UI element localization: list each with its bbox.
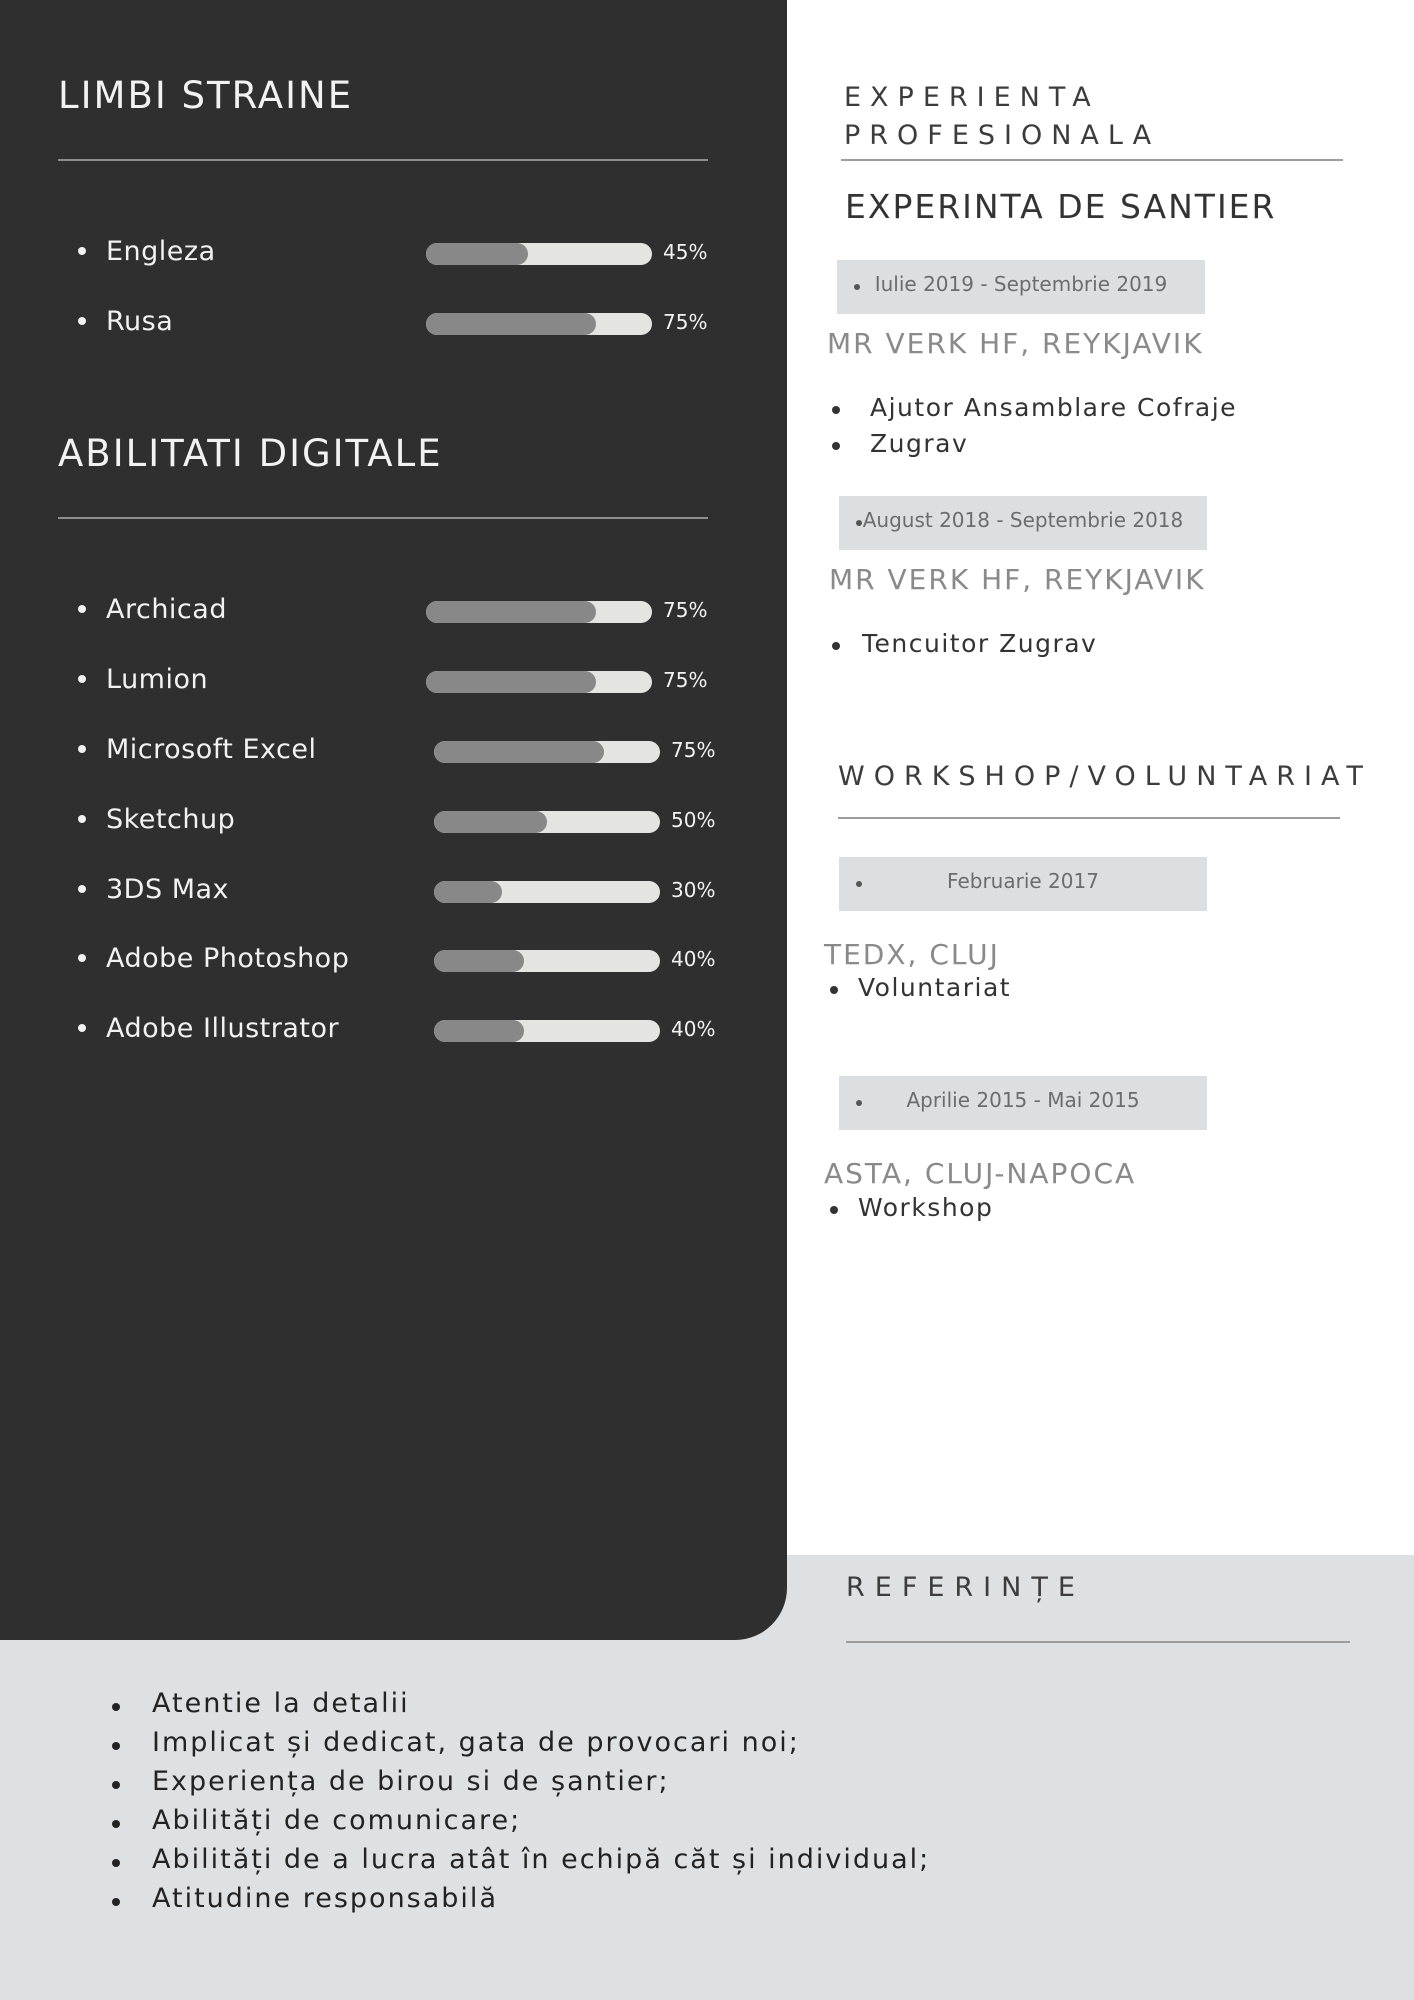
skill-percent: 50% <box>671 808 716 832</box>
digital-skills-title: ABILITATI DIGITALE <box>58 432 443 475</box>
bullet-icon <box>832 442 840 450</box>
experience-title-line1: EXPERIENTA <box>844 82 1100 113</box>
bullet-icon <box>112 1898 120 1906</box>
workshop-divider <box>838 817 1340 819</box>
experience-title-line2: PROFESIONALA <box>844 120 1161 151</box>
bullet-icon <box>112 1781 120 1789</box>
skill-bar <box>426 313 652 335</box>
reference-text: Atentie la detalii <box>152 1688 410 1719</box>
date-badge <box>839 1076 1207 1130</box>
company-name: MR VERK HF, REYKJAVIK <box>829 563 1206 596</box>
skill-bar-fill <box>434 950 524 972</box>
bullet-icon <box>78 247 86 255</box>
bullet-icon <box>78 317 86 325</box>
skill-percent: 75% <box>663 668 708 692</box>
date-text: Februarie 2017 <box>947 869 1099 893</box>
languages-title: LIMBI STRAINE <box>58 74 354 117</box>
bullet-icon <box>78 815 86 823</box>
bullet-icon <box>78 1024 86 1032</box>
organization-name: ASTA, CLUJ-NAPOCA <box>824 1157 1137 1190</box>
skill-percent: 30% <box>671 878 716 902</box>
workshop-title: WORKSHOP/VOLUNTARIAT <box>838 761 1372 792</box>
skill-percent: 40% <box>671 1017 716 1041</box>
skill-bar <box>426 243 652 265</box>
skill-bar <box>434 950 660 972</box>
skill-bar-fill <box>434 741 604 763</box>
bullet-icon <box>78 675 86 683</box>
organization-name: TEDX, CLUJ <box>824 938 1000 971</box>
reference-text: Abilități de a lucra atât în echipă căt și individual; <box>152 1844 931 1875</box>
skill-percent: 45% <box>663 240 708 264</box>
skill-bar <box>426 671 652 693</box>
reference-text: Atitudine responsabilă <box>152 1883 498 1914</box>
date-badge <box>839 496 1207 550</box>
skill-bar <box>434 881 660 903</box>
skill-bar <box>426 601 652 623</box>
language-item <box>0 301 787 341</box>
skill-bar <box>434 811 660 833</box>
skill-bar-fill <box>426 601 596 623</box>
bullet-icon <box>832 642 840 650</box>
skill-bar-fill <box>434 881 502 903</box>
digital-skill-label: Sketchup <box>106 804 236 835</box>
bullet-icon <box>112 1820 120 1828</box>
skill-percent: 75% <box>663 310 708 334</box>
duty-text: Tencuitor Zugrav <box>862 629 1098 658</box>
date-text: August 2018 - Septembrie 2018 <box>862 508 1184 532</box>
language-label: Rusa <box>106 306 174 337</box>
skill-bar-fill <box>426 313 596 335</box>
skill-bar-fill <box>434 811 547 833</box>
language-item <box>0 231 787 271</box>
date-text: Iulie 2019 - Septembrie 2019 <box>874 272 1168 296</box>
role-text: Voluntariat <box>858 973 1012 1002</box>
bullet-icon <box>78 605 86 613</box>
bullet-icon <box>832 406 840 414</box>
skill-bar <box>434 741 660 763</box>
experience-subtitle: EXPERINTA DE SANTIER <box>845 187 1277 226</box>
language-label: Engleza <box>106 236 216 267</box>
digital-skill-item <box>0 659 787 699</box>
reference-text: Abilități de comunicare; <box>152 1805 522 1836</box>
digital-skill-label: Lumion <box>106 664 209 695</box>
digital-skill-item <box>0 799 787 839</box>
languages-divider <box>58 159 708 161</box>
digital-skill-label: Adobe Photoshop <box>106 943 350 974</box>
company-name: MR VERK HF, REYKJAVIK <box>827 327 1204 360</box>
skill-percent: 40% <box>671 947 716 971</box>
skill-bar <box>434 1020 660 1042</box>
bullet-icon <box>112 1703 120 1711</box>
skill-percent: 75% <box>671 738 716 762</box>
references-title: REFERINȚE <box>846 1572 1085 1603</box>
references-divider <box>846 1641 1350 1643</box>
skill-bar-fill <box>426 671 596 693</box>
date-text: Aprilie 2015 - Mai 2015 <box>906 1088 1140 1112</box>
bullet-icon <box>78 954 86 962</box>
digital-skill-label: Archicad <box>106 594 227 625</box>
date-badge <box>839 857 1207 911</box>
role-text: Workshop <box>858 1193 994 1222</box>
digital-skill-item <box>0 589 787 629</box>
digital-skill-label: 3DS Max <box>106 874 230 905</box>
digital-skill-item <box>0 1008 787 1048</box>
skill-bar-fill <box>426 243 528 265</box>
skill-percent: 75% <box>663 598 708 622</box>
reference-text: Experiența de birou si de șantier; <box>152 1766 670 1797</box>
duty-text: Zugrav <box>870 429 969 458</box>
bullet-icon <box>112 1742 120 1750</box>
bullet-icon <box>830 1206 838 1214</box>
bullet-icon <box>78 885 86 893</box>
digital-skill-item <box>0 869 787 909</box>
skill-bar-fill <box>434 1020 524 1042</box>
digital-skill-label: Microsoft Excel <box>106 734 317 765</box>
bullet-icon <box>112 1859 120 1867</box>
digital-skill-label: Adobe Illustrator <box>106 1013 340 1044</box>
reference-text: Implicat și dedicat, gata de provocari noi; <box>152 1727 800 1758</box>
date-badge <box>837 260 1205 314</box>
digital-skill-item <box>0 938 787 978</box>
bullet-icon <box>78 745 86 753</box>
digital-skill-item <box>0 729 787 769</box>
digital-skills-divider <box>58 517 708 519</box>
experience-divider <box>841 159 1343 161</box>
duty-text: Ajutor Ansamblare Cofraje <box>870 393 1238 422</box>
bullet-icon <box>830 986 838 994</box>
